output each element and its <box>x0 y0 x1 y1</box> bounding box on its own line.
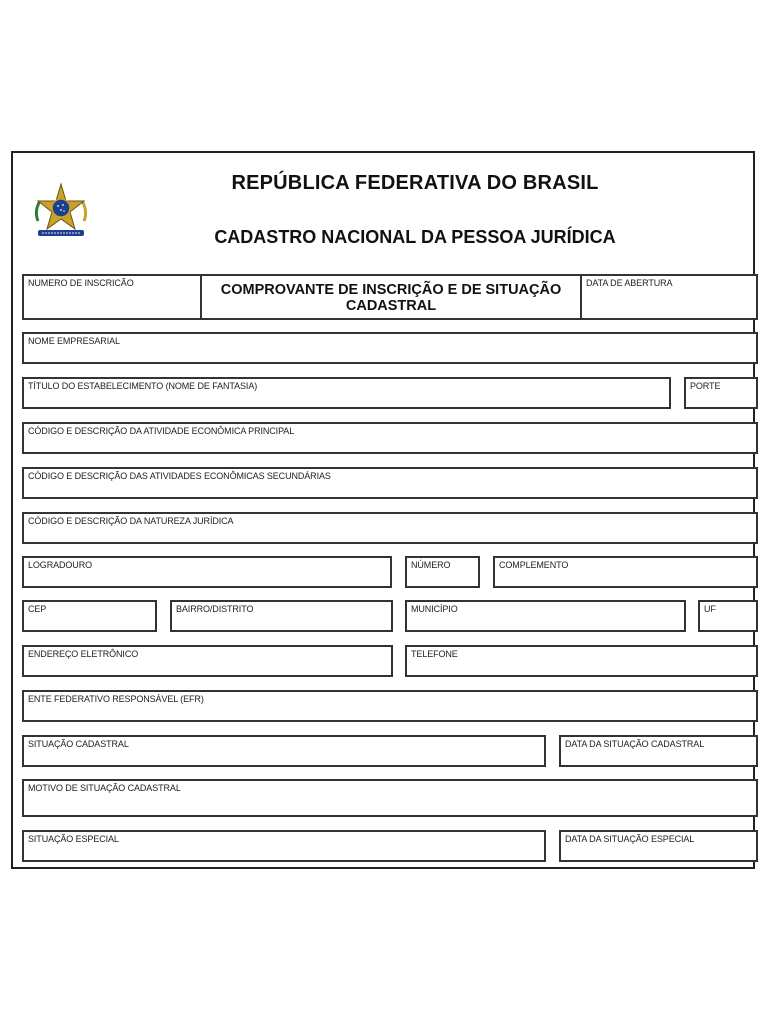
field-label: TÍTULO DO ESTABELECIMENTO (NOME DE FANTASIA) <box>28 381 258 391</box>
field-cep[interactable] <box>22 600 157 632</box>
field-data-situacao-cadastral[interactable] <box>559 735 758 767</box>
field-titulo-estabelecimento[interactable] <box>22 377 671 409</box>
field-label: CÓDIGO E DESCRIÇÃO DAS ATIVIDADES ECONÔMICAS SECUNDÁRIAS <box>28 471 331 481</box>
field-endereco-eletronico[interactable] <box>22 645 393 677</box>
field-label: ENTE FEDERATIVO RESPONSÁVEL (EFR) <box>28 694 204 704</box>
page-title: REPÚBLICA FEDERATIVA DO BRASIL <box>231 172 599 194</box>
field-label: NOME EMPRESARIAL <box>28 336 120 346</box>
field-label: CÓDIGO E DESCRIÇÃO DA NATUREZA JURÍDICA <box>28 516 234 526</box>
field-label: DATA DA SITUAÇÃO ESPECIAL <box>565 834 695 844</box>
field-label: UF <box>704 604 716 614</box>
field-label: MOTIVO DE SITUAÇÃO CADASTRAL <box>28 783 181 793</box>
field-logradouro[interactable] <box>22 556 392 588</box>
field-label: COMPLEMENTO <box>499 560 569 570</box>
field-data-situacao-especial[interactable] <box>559 830 758 862</box>
field-label: NÚMERO <box>411 560 451 570</box>
field-label: ENDEREÇO ELETRÔNICO <box>28 649 139 659</box>
field-uf[interactable] <box>698 600 758 632</box>
field-label: DATA DA SITUAÇÃO CADASTRAL <box>565 739 705 749</box>
field-label: MUNICÍPIO <box>411 604 458 614</box>
comprovante-title-line1: COMPROVANTE DE INSCRIÇÃO E DE SITUAÇÃO <box>220 282 562 298</box>
field-complemento[interactable] <box>493 556 758 588</box>
page-subtitle: CADASTRO NACIONAL DA PESSOA JURÍDICA <box>214 227 616 247</box>
field-label: BAIRRO/DISTRITO <box>176 604 254 614</box>
field-atividades-secundarias[interactable] <box>22 467 758 499</box>
field-label: NUMERO DE INSCRICÃO <box>28 278 134 288</box>
field-data-abertura[interactable] <box>580 274 758 320</box>
field-nome-empresarial[interactable] <box>22 332 758 364</box>
field-numero-inscricao[interactable] <box>22 274 202 320</box>
field-porte[interactable] <box>684 377 758 409</box>
field-numero[interactable] <box>405 556 480 588</box>
field-ente-federativo[interactable] <box>22 690 758 722</box>
field-atividade-principal[interactable] <box>22 422 758 454</box>
field-telefone[interactable] <box>405 645 758 677</box>
field-label: SITUAÇÃO CADASTRAL <box>28 739 129 749</box>
field-bairro[interactable] <box>170 600 393 632</box>
field-motivo-situacao[interactable] <box>22 779 758 817</box>
field-label: DATA DE ABERTURA <box>586 278 673 288</box>
field-situacao-especial[interactable] <box>22 830 546 862</box>
field-natureza-juridica[interactable] <box>22 512 758 544</box>
field-situacao-cadastral[interactable] <box>22 735 546 767</box>
comprovante-title-line2: CADASTRAL <box>345 298 437 314</box>
field-municipio[interactable] <box>405 600 686 632</box>
field-label: TELEFONE <box>411 649 458 659</box>
field-label: LOGRADOURO <box>28 560 93 570</box>
comprovante-title-box <box>200 274 582 320</box>
field-label: PORTE <box>690 381 721 391</box>
field-label: CÓDIGO E DESCRIÇÃO DA ATIVIDADE ECONÔMICA PRINCIPAL <box>28 426 295 436</box>
field-label: CEP <box>28 604 47 614</box>
coat-of-arms-icon <box>30 181 92 243</box>
field-label: SITUAÇÃO ESPECIAL <box>28 834 119 844</box>
